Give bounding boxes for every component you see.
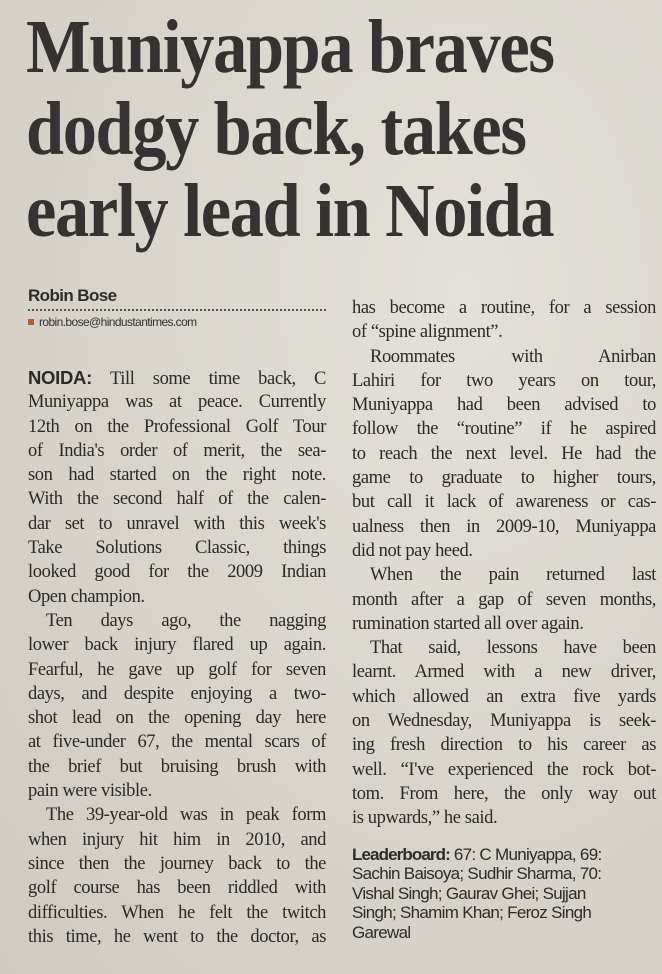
- line-text: month after a gap of seven months,: [352, 589, 656, 610]
- text-line: [352, 490, 656, 514]
- line-text: on Wednesday, Muniyappa is seek-: [352, 711, 656, 732]
- author-name: Robin Bose: [28, 286, 117, 305]
- email-text: robin.bose@hindustantimes.com: [39, 315, 197, 329]
- dotted-divider: [28, 309, 326, 311]
- paragraph: [352, 563, 656, 636]
- line-text: this time, he went to the doctor, as: [28, 926, 326, 947]
- leaderboard-line: [352, 845, 656, 864]
- line-text: rumination started all over again.: [352, 613, 584, 634]
- text-line: [352, 709, 656, 733]
- line-text: Till some time back, C: [91, 369, 326, 389]
- text-line: [28, 828, 326, 852]
- paragraph: [28, 366, 326, 609]
- text-line: [352, 685, 656, 709]
- line-text: ualness then in 2009-10, Muniyappa: [352, 516, 656, 537]
- line-text: but call it lack of awareness or cas-: [352, 492, 656, 513]
- text-line: [352, 345, 656, 369]
- text-line: [28, 463, 326, 487]
- line-text: tom. From here, the only way out: [352, 783, 656, 804]
- text-line: [352, 320, 656, 344]
- line-text: since then the journey back to the: [28, 853, 326, 874]
- text-line: [28, 487, 326, 511]
- headline-line: Muniyappa braves: [26, 5, 554, 89]
- line-text: has become a routine, for a session: [352, 298, 656, 318]
- text-line: [352, 806, 656, 830]
- text-line: [352, 369, 656, 393]
- line-text: Take Solutions Classic, things: [28, 538, 326, 559]
- leaderboard-line: [352, 923, 656, 942]
- line-text: follow the “routine” if he aspired: [352, 419, 656, 440]
- text-line: [28, 585, 326, 609]
- line-text: shot lead on the opening day here: [28, 708, 326, 729]
- text-line: [28, 609, 326, 633]
- text-line: [28, 633, 326, 657]
- text-line: [28, 876, 326, 900]
- line-text: the brief but bruising brush with: [28, 756, 326, 777]
- line-text: Ten days ago, the nagging: [46, 610, 326, 631]
- line-text: That said, lessons have been: [370, 638, 656, 659]
- leaderboard-text: Sachin Baisoya; Sudhir Sharma, 70:: [352, 864, 602, 884]
- line-text: When the pain returned last: [370, 565, 656, 586]
- line-text: looked good for the 2009 Indian: [28, 562, 326, 583]
- text-line: [28, 925, 326, 949]
- text-line: [28, 658, 326, 682]
- text-line: [352, 660, 656, 684]
- line-text: which allowed an extra five yards: [352, 686, 656, 707]
- line-text: Muniyappa had been advised to: [352, 395, 656, 416]
- line-text: Fearful, he gave up golf for seven: [28, 659, 326, 680]
- headline: [26, 6, 584, 252]
- byline: [28, 286, 326, 329]
- line-text: to reach the next level. He had the: [352, 443, 656, 464]
- text-line: [28, 560, 326, 584]
- text-line: [28, 901, 326, 925]
- paragraph: [352, 345, 656, 564]
- headline-line: early lead in Noida: [26, 169, 554, 253]
- text-line: [352, 466, 656, 490]
- line-text: Open champion.: [28, 586, 145, 607]
- text-line: [352, 588, 656, 612]
- leaderboard-text: 67: C Muniyappa, 69:: [449, 845, 602, 864]
- leaderboard-label: Leaderboard:: [352, 845, 450, 864]
- line-text: learnt. Armed with a new driver,: [352, 662, 656, 683]
- leaderboard-line: [352, 864, 656, 883]
- text-line: [352, 296, 656, 320]
- text-line: [352, 636, 656, 660]
- line-text: of India's order of merit, the sea-: [28, 440, 326, 461]
- paragraph: [28, 609, 326, 803]
- line-text: game to graduate to higher tours,: [352, 468, 656, 489]
- leaderboard-line: [352, 884, 656, 903]
- line-text: Roommates with Anirban: [370, 346, 656, 367]
- text-line: [352, 612, 656, 636]
- text-line: [28, 852, 326, 876]
- text-line: [352, 539, 656, 563]
- line-text: when injury hit him in 2010, and: [28, 829, 326, 850]
- text-line: [352, 758, 656, 782]
- leaderboard-text: Garewal: [352, 922, 411, 942]
- line-text: did not pay heed.: [352, 540, 473, 561]
- text-line: [352, 442, 656, 466]
- headline-line: dodgy back, takes: [26, 87, 526, 171]
- line-text: well. “I've experienced the rock bot-: [352, 759, 656, 780]
- line-text: Lahiri for two years on tour,: [352, 370, 656, 391]
- text-line: [28, 682, 326, 706]
- line-text: days, and despite enjoying a two-: [28, 683, 326, 704]
- leaderboard-text: Vishal Singh; Gaurav Ghei; Sujjan: [352, 883, 586, 903]
- bullet-square-icon: [28, 319, 34, 325]
- paragraph: [352, 636, 656, 830]
- text-line: [28, 390, 326, 414]
- text-line: [28, 512, 326, 536]
- text-line: [28, 415, 326, 439]
- text-line: [352, 393, 656, 417]
- leaderboard: [352, 845, 656, 942]
- article-column-right: [352, 296, 656, 831]
- line-text: With the second half of the calen-: [28, 489, 326, 510]
- line-text: lower back injury flared up again.: [28, 635, 326, 656]
- line-text: of “spine alignment”.: [352, 322, 503, 343]
- line-text: golf course has been riddled with: [28, 878, 326, 899]
- dateline: NOIDA:: [28, 367, 92, 388]
- text-line: [28, 730, 326, 754]
- line-text: pain were visible.: [28, 781, 152, 802]
- text-line: [28, 779, 326, 803]
- text-line: [28, 755, 326, 779]
- article-column-left: [28, 366, 326, 949]
- text-line: [28, 536, 326, 560]
- line-text: difficulties. When he felt the twitch: [28, 902, 326, 923]
- line-text: at five-under 67, the mental scars of: [28, 732, 326, 753]
- line-text: dar set to unravel with this week's: [28, 513, 326, 534]
- line-text: The 39-year-old was in peak form: [46, 805, 326, 826]
- line-text: Muniyappa was at peace. Currently: [28, 392, 326, 413]
- text-line: [352, 417, 656, 441]
- line-text: is upwards,” he said.: [352, 808, 498, 829]
- line-text: ing fresh direction to his career as: [352, 735, 656, 756]
- text-line: [28, 706, 326, 730]
- leaderboard-line: [352, 903, 656, 922]
- paragraph: [352, 296, 656, 345]
- text-line: [28, 366, 326, 390]
- line-text: 12th on the Professional Golf Tour: [28, 416, 326, 437]
- text-line: [352, 563, 656, 587]
- text-line: [28, 803, 326, 827]
- line-text: son had started on the right note.: [28, 465, 326, 486]
- author-email: [28, 315, 326, 329]
- text-line: [352, 733, 656, 757]
- paragraph: [28, 803, 326, 949]
- text-line: [28, 439, 326, 463]
- leaderboard-text: Singh; Shamim Khan; Feroz Singh: [352, 903, 592, 923]
- text-line: [352, 515, 656, 539]
- text-line: [352, 782, 656, 806]
